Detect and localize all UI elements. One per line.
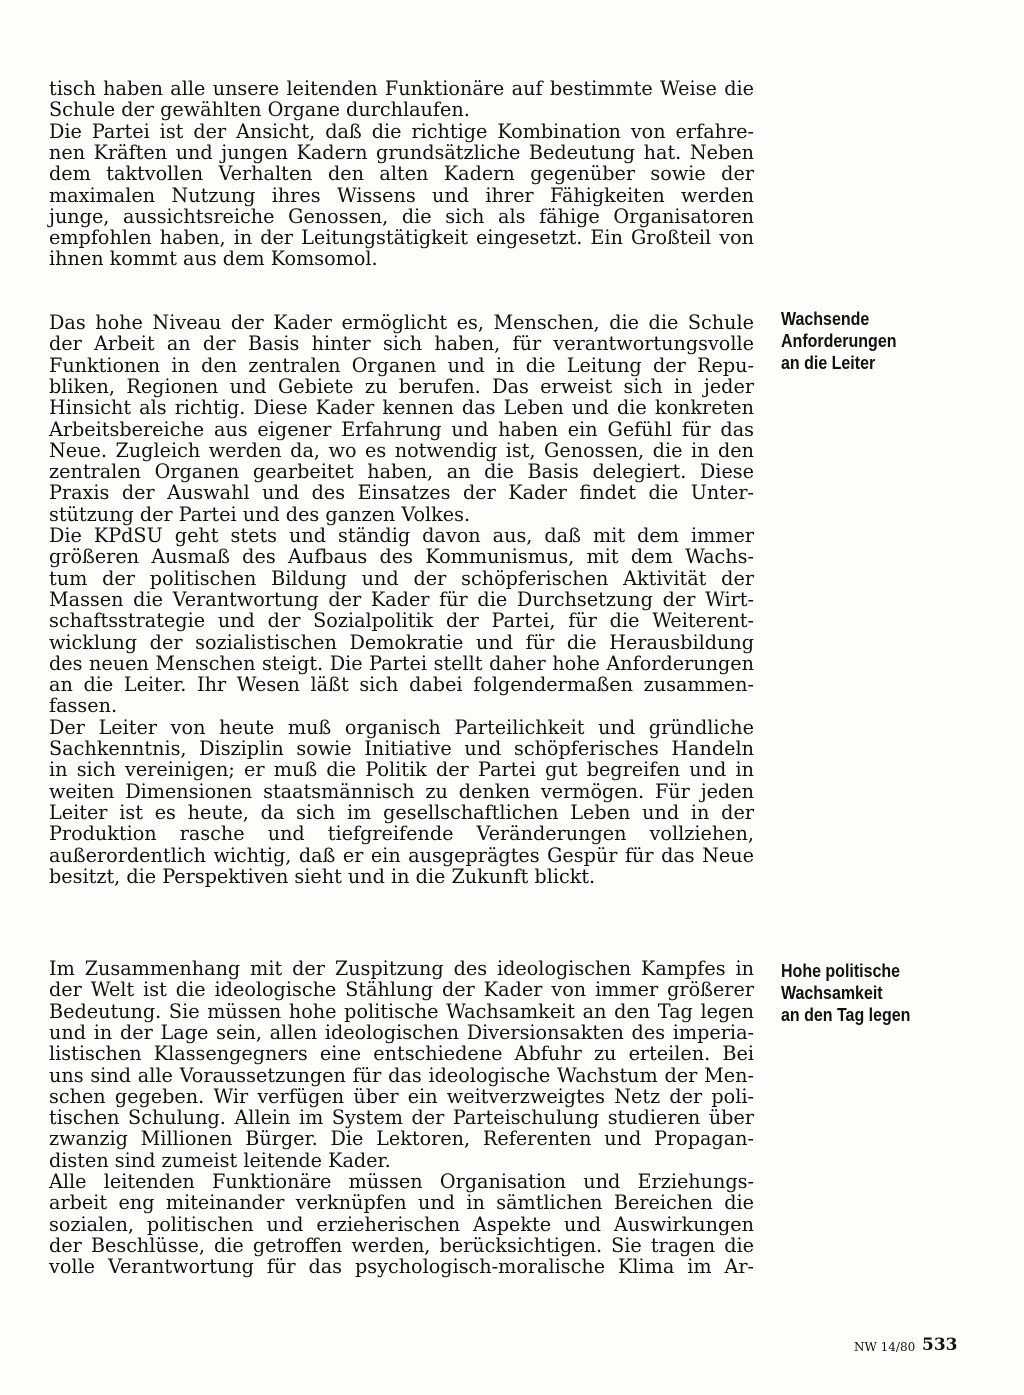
text-line: Im Zusammenhang mit der Zuspitzung des ideologischen Kampfes in [49, 957, 754, 980]
margin-heading-2 [781, 960, 970, 1026]
margin-heading-2-line: an den Tag legen [781, 1004, 911, 1025]
text-line: an die Leiter. Ihr Wesen läßt sich dabei folgendermaßen zusammen- [49, 673, 754, 697]
text-line: und in der Lage sein, allen ideologischen Diversionsakten des imperia- [49, 1020, 754, 1044]
page-number: 533 [922, 1335, 958, 1355]
text-line: Die Partei ist der Ansicht, daß die richtige Kombination von erfahre- [49, 119, 754, 143]
text-line: maximalen Nutzung ihres Wissens und ihrer Fähigkeiten werden [49, 183, 754, 207]
text-line: wicklung der sozialistischen Demokratie und für die Herausbildung [49, 630, 754, 654]
text-line: empfohlen haben, in der Leitungstätigkeit eingesetzt. Ein Großteil von [49, 226, 754, 250]
text-line: fassen. [49, 694, 118, 718]
text-line: Praxis der Auswahl und des Einsatzes der Kader findet die Unter- [49, 481, 754, 505]
margin-heading-1-line: an die Leiter [781, 352, 876, 373]
text-line: dem taktvollen Verhalten den alten Kadern gegenüber sowie der [49, 162, 754, 186]
text-line: uns sind alle Voraussetzungen für das ideologische Wachstum der Men- [49, 1063, 754, 1087]
text-line: arbeit eng miteinander verknüpfen und in sämtlichen Bereichen die [49, 1191, 754, 1215]
text-line: der Arbeit an der Basis hinter sich haben, für verantwortungsvolle [49, 332, 754, 356]
text-line: besitzt, die Perspektiven sieht und in die Zukunft blickt. [49, 864, 596, 888]
text-line: tischen Schulung. Allein im System der Parteischulung studieren über [49, 1106, 754, 1130]
text-line: außerordentlich wichtig, daß er ein ausgeprägtes Gespür für das Neue [49, 843, 754, 867]
text-line: tisch haben alle unsere leitenden Funktionäre auf bestimmte Weise die [49, 77, 754, 100]
text-line: nen Kräften und jungen Kadern grundsätzliche Bedeutung hat. Neben [49, 140, 754, 164]
text-line: größeren Ausmaß des Aufbaus des Kommunismus, mit dem Wachs- [49, 545, 754, 569]
text-line: listischen Klassengegners eine entschiedene Abfuhr zu erteilen. Bei [49, 1042, 754, 1066]
text-line: schaftsstrategie und der Sozialpolitik der Partei, für die Weiterent- [49, 609, 754, 633]
text-line: Massen die Verantwortung der Kader für die Durchsetzung der Wirt- [49, 587, 754, 611]
text-line: der Welt ist die ideologische Stählung der Kader von immer größerer [49, 978, 754, 1002]
text-line: der Beschlüsse, die getroffen werden, berücksichtigen. Sie tragen die [49, 1233, 754, 1257]
footer-source: NW 14/80 [854, 1340, 916, 1354]
text-line: Hinsicht als richtig. Diese Kader kennen das Leben und die konkreten [49, 396, 754, 420]
text-line: Das hohe Niveau der Kader ermöglicht es, Menschen, die die Schule [49, 311, 754, 334]
text-line: Bedeutung. Sie müssen hohe politische Wachsamkeit an den Tag legen [49, 999, 754, 1023]
text-line: bliken, Regionen und Gebiete zu berufen. Das erweist sich in jeder [49, 374, 754, 398]
text-line: stützung der Partei und des ganzen Volkes. [49, 502, 471, 526]
text-line: Funktionen in den zentralen Organen und in die Leitung der Repu- [49, 353, 754, 377]
text-line: Schule der gewählten Organe durchlaufen. [49, 98, 470, 122]
text-line: des neuen Menschen steigt. Die Partei stellt daher hohe Anforderungen [49, 651, 754, 675]
text-line: volle Verantwortung für das psychologisch-moralische Klima im Ar- [49, 1255, 754, 1279]
text-line: tum der politischen Bildung und der schöpferischen Aktivität der [49, 566, 754, 590]
text-line: Der Leiter von heute muß organisch Parteilichkeit und gründliche [49, 715, 754, 739]
text-line: Die KPdSU geht stets und ständig davon aus, daß mit dem immer [49, 524, 754, 547]
text-line: Neue. Zugleich werden da, wo es notwendig ist, Genossen, die in den [49, 438, 754, 462]
text-line: in sich vereinigen; er muß die Politik der Partei gut begreifen und in [49, 758, 754, 782]
text-line: Leiter ist es heute, da sich im gesellschaftlichen Leben und in der [49, 800, 754, 824]
text-line: Sachkenntnis, Disziplin sowie Initiative und schöpferisches Handeln [49, 737, 754, 760]
text-line: sozialen, politischen und erzieherischen Aspekte und Auswirkungen [49, 1212, 754, 1236]
text-line: zwanzig Millionen Bürger. Die Lektoren, Referenten und Propagan- [49, 1127, 754, 1151]
text-line: junge, aussichtsreiche Genossen, die sich als fähige Organisatoren [49, 204, 754, 228]
margin-heading-1-line: Wachsende [781, 308, 870, 329]
margin-heading-2-line: Hohe politische [781, 960, 901, 981]
margin-heading-1-line: Anforderungen [781, 330, 897, 351]
margin-heading-1 [781, 308, 970, 374]
text-line: disten sind zumeist leitende Kader. [49, 1148, 391, 1172]
text-line: Produktion rasche und tiefgreifende Veränderungen vollziehen, [49, 822, 754, 846]
text-line: Alle leitenden Funktionäre müssen Organisation und Erziehungs- [49, 1170, 754, 1193]
margin-heading-2-line: Wachsamkeit [781, 982, 883, 1003]
text-line: zentralen Organen gearbeitet haben, an die Basis delegiert. Diese [49, 460, 754, 484]
text-line: schen gegeben. Wir verfügen über ein weitverzweigtes Netz der poli- [49, 1084, 754, 1108]
text-line: ihnen kommt aus dem Komsomol. [49, 247, 378, 271]
text-line: Arbeitsbereiche aus eigener Erfahrung und haben ein Gefühl für das [49, 417, 754, 441]
text-line: weiten Dimensionen staatsmännisch zu denken vermögen. Für jeden [49, 779, 754, 803]
